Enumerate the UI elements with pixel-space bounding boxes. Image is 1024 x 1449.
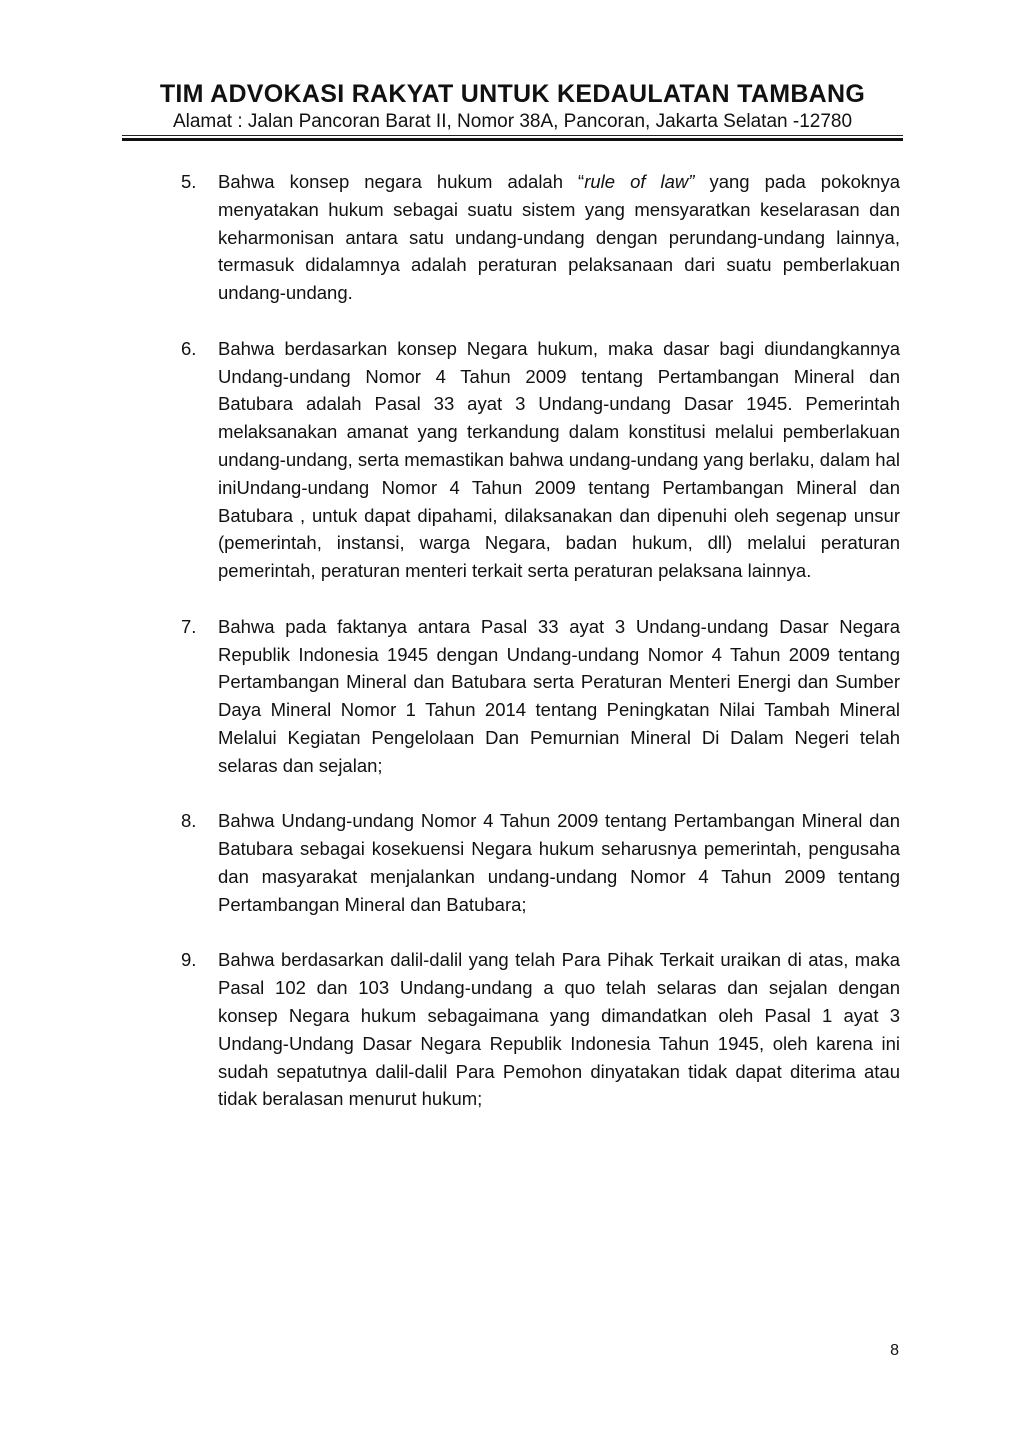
organization-address: Alamat : Jalan Pancoran Barat II, Nomor 38A, Pancoran, Jakarta Selatan -12780 xyxy=(172,111,853,132)
list-item xyxy=(181,946,900,1113)
item-number: 7. xyxy=(181,615,197,637)
header-divider-thick xyxy=(122,138,903,141)
item-number: 9. xyxy=(181,949,197,971)
item-text-part: yang pada pokoknya menyatakan hukum sebagai suatu sistem yang mensyaratkan keselarasan dan keharmonisan antara satu undang-undang dengan perundang-undang lainnya, termasuk didalamnya adalah peraturan pelaksanaan dari suatu pemberlakuan undang-undang. xyxy=(218,171,900,304)
italic-phrase: rule of law” xyxy=(584,171,695,192)
item-text: Bahwa pada faktanya antara Pasal 33 ayat 3 Undang-undang Dasar Negara Republik Indonesia 1945 dengan Undang-undang Nomor 4 Tahun 2009 tentang Pertambangan Mineral dan Batubara serta Peraturan Menteri Energi dan Sumber Daya Mineral Nomor 1 Tahun 2014 tentang Peningkatan Nilai Tambah Mineral Melalui Kegiatan Pengelolaan Dan Pemurnian Mineral Di Dalam Negeri telah selaras dan sejalan; xyxy=(218,615,900,776)
list-item xyxy=(181,807,900,918)
list-item xyxy=(181,335,900,585)
list-item xyxy=(181,613,900,780)
organization-name: TIM ADVOKASI RAKYAT UNTUK KEDAULATAN TAMBANG xyxy=(159,80,866,108)
item-text-part: Bahwa konsep negara hukum adalah “ xyxy=(218,171,585,192)
item-number: 5. xyxy=(181,171,197,192)
item-text: Bahwa berdasarkan konsep Negara hukum, maka dasar bagi diundangkannya Undang-undang Nomor 4 Tahun 2009 tentang Pertambangan Mineral dan Batubara adalah Pasal 33 ayat 3 Undang-undang Dasar 1945. Pemerintah melaksanakan amanat yang terkandung dalam konstitusi melalui pemberlakuan undang-undang, serta memastikan bahwa undang-undang yang berlaku, dalam hal iniUndang-undang Nomor 4 Tahun 2009 tentang Pertambangan Mineral dan Batubara , untuk dapat dipahami, dilaksanakan dan dipenuhi oleh segenap unsur (pemerintah, instansi, warga Negara, badan hukum, dll) melalui peraturan pemerintah, peraturan menteri terkait serta peraturan pelaksana lainnya. xyxy=(218,337,900,582)
item-text: Bahwa berdasarkan dalil-dalil yang telah Para Pihak Terkait uraikan di atas, maka Pasal 102 dan 103 Undang-undang a quo telah selaras dan sejalan dengan konsep Negara hukum sebagaimana yang dimandatkan oleh Pasal 1 ayat 3 Undang-Undang Dasar Negara Republik Indonesia Tahun 1945, oleh karena ini sudah sepatutnya dalil-dalil Para Pemohon dinyatakan tidak dapat diterima atau tidak beralasan menurut hukum; xyxy=(218,949,900,1110)
item-text: Bahwa Undang-undang Nomor 4 Tahun 2009 tentang Pertambangan Mineral dan Batubara sebagai kosekuensi Negara hukum seharusnya pemerintah, pengusaha dan masyarakat menjalankan undang-undang Nomor 4 Tahun 2009 tentang Pertambangan Mineral dan Batubara; xyxy=(218,810,900,915)
list-item xyxy=(181,168,900,307)
page-number: 8 xyxy=(890,1342,899,1359)
item-number: 8. xyxy=(181,810,197,832)
item-text xyxy=(218,168,900,307)
item-number: 6. xyxy=(181,337,197,359)
letterhead xyxy=(122,78,903,134)
header-divider-thin xyxy=(122,135,903,136)
numbered-list xyxy=(181,168,900,1113)
